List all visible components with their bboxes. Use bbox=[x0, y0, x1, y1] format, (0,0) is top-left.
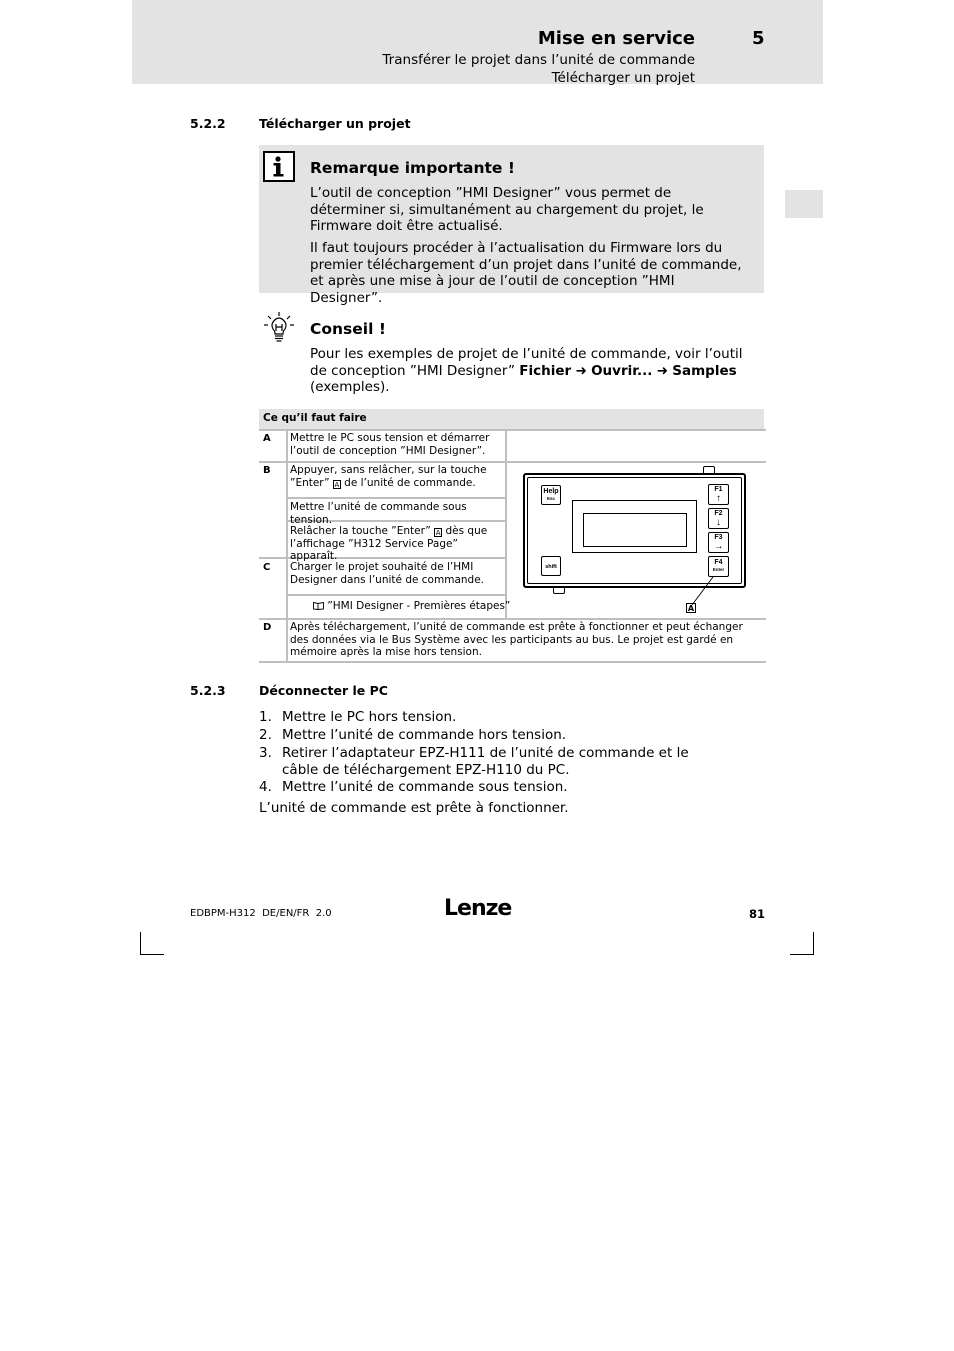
key-shift bbox=[541, 556, 561, 576]
key-label: shift bbox=[545, 564, 557, 570]
book-icon bbox=[313, 602, 324, 610]
section-number: 5.2.3 bbox=[190, 683, 226, 698]
arrow-right-icon: → bbox=[713, 541, 724, 552]
key-label: Help bbox=[543, 488, 559, 495]
step-text-part: de l’unité de commande. bbox=[340, 476, 476, 489]
list-number: 1. bbox=[259, 709, 272, 725]
tip-heading: Conseil ! bbox=[310, 320, 386, 338]
header-band bbox=[132, 0, 823, 84]
list-item: Retirer l’adaptateur EPZ-H111 de l’unité de commande et le câble de téléchargement EPZ-H110 du PC. bbox=[282, 745, 689, 778]
reference bbox=[313, 600, 510, 612]
chapter-tab bbox=[785, 190, 823, 218]
callout-marker-a: A bbox=[687, 604, 695, 613]
tip-paragraph bbox=[310, 346, 760, 396]
key-label: Esc bbox=[546, 496, 555, 501]
menu-path-samples: Samples bbox=[672, 362, 737, 379]
key-label: Enter bbox=[712, 567, 725, 572]
list-number: 3. bbox=[259, 745, 272, 761]
crop-mark bbox=[140, 932, 141, 955]
marker-a: A bbox=[334, 480, 340, 489]
step-text: Après téléchargement, l’unité de commande est prête à fonctionner et peut échanger des données via le Bus Système avec les participants au bus. Le projet est gardé en mémoire après la mise hors tension. bbox=[290, 621, 743, 658]
table-rule bbox=[259, 661, 766, 663]
section-title: Déconnecter le PC bbox=[259, 683, 388, 698]
step-text: Charger le projet souhaité de l’HMI Designer dans l’unité de commande. bbox=[290, 561, 484, 586]
table-rule bbox=[505, 429, 507, 619]
list-number: 2. bbox=[259, 727, 272, 743]
header-subtitle: Télécharger un projet bbox=[551, 70, 695, 86]
table-rule bbox=[286, 429, 288, 661]
info-icon bbox=[263, 151, 295, 182]
note-paragraph: L’outil de conception ”HMI Designer” vous permet de déterminer si, simultanément au chargement du projet, le Firmware doit être actualisé. bbox=[310, 185, 704, 234]
chapter-number: 5 bbox=[752, 28, 765, 49]
section-number: 5.2.2 bbox=[190, 116, 226, 131]
list-item: Mettre le PC hors tension. bbox=[282, 709, 457, 725]
list-item: Mettre l’unité de commande hors tension. bbox=[282, 727, 567, 743]
arrow-right-icon: ➜ bbox=[575, 362, 587, 379]
note-paragraph: Il faut toujours procéder à l’actualisation du Firmware lors du premier téléchargement d’un projet dans l’unité de commande, et après une mise à jour de l’outil de conception ”HMI Designer”. bbox=[310, 240, 742, 306]
step-text-part: dès que l’affichage ”H312 Service Page” apparaît. bbox=[290, 525, 488, 562]
marker-a: A bbox=[435, 529, 441, 537]
lightbulb-icon bbox=[262, 311, 296, 349]
reference-text: ”HMI Designer - Premières étapes” bbox=[327, 600, 511, 612]
crop-mark bbox=[790, 954, 814, 955]
menu-path-open: Ouvrir... bbox=[591, 362, 653, 379]
key-f4-enter bbox=[708, 556, 729, 577]
key-label: F1 bbox=[714, 486, 723, 493]
step-text bbox=[290, 464, 503, 489]
chapter-title: Mise en service bbox=[537, 28, 695, 49]
crop-mark bbox=[813, 932, 814, 955]
arrow-down-icon: ↓ bbox=[716, 517, 721, 528]
table-heading: Ce qu’il faut faire bbox=[263, 412, 367, 424]
crop-mark bbox=[140, 954, 164, 955]
table-rule bbox=[286, 497, 506, 499]
list-number: 4. bbox=[259, 779, 272, 795]
step-letter: B bbox=[263, 465, 271, 476]
tip-text: (exemples). bbox=[310, 379, 390, 395]
step-text: Mettre le PC sous tension et démarrer l’outil de conception ”HMI Designer”. bbox=[290, 432, 490, 457]
menu-path-file: Fichier bbox=[519, 362, 572, 379]
key-label: F3 bbox=[714, 534, 723, 541]
table-rule bbox=[286, 594, 506, 596]
key-f2 bbox=[708, 508, 729, 529]
step-letter: D bbox=[263, 622, 272, 633]
key-label: F2 bbox=[714, 510, 723, 517]
device-display-area bbox=[583, 513, 687, 547]
step-letter: A bbox=[263, 433, 271, 444]
page-number: 81 bbox=[749, 907, 766, 921]
header-subtitle: Transférer le projet dans l’unité de commande bbox=[382, 52, 695, 68]
tip-text: Pour les exemples de projet de l’unité de commande, voir l’outil de conception ”HMI Designer” bbox=[310, 346, 743, 379]
conclusion-text: L’unité de commande est prête à fonctionner. bbox=[259, 800, 569, 816]
section-title: Télécharger un projet bbox=[259, 116, 411, 131]
table-rule bbox=[259, 618, 766, 620]
step-letter: C bbox=[263, 562, 271, 573]
document-id: EDBPM-H312 DE/EN/FR 2.0 bbox=[190, 908, 332, 919]
arrow-up-icon: ↑ bbox=[716, 493, 721, 504]
step-text bbox=[290, 525, 503, 563]
table-rule bbox=[259, 429, 766, 431]
table-rule bbox=[259, 461, 766, 463]
device-tab bbox=[553, 587, 565, 594]
step-text-part: Relâcher la touche ”Enter” bbox=[290, 525, 435, 537]
key-help-esc bbox=[541, 485, 561, 505]
list-item: Mettre l’unité de commande sous tension. bbox=[282, 779, 568, 795]
key-f1 bbox=[708, 484, 729, 505]
step-text: Mettre l’unité de commande sous tension. bbox=[290, 501, 467, 526]
note-heading: Remarque importante ! bbox=[310, 159, 515, 177]
step-text-part: Appuyer, sans relâcher, sur la touche ”Enter” bbox=[290, 464, 487, 489]
arrow-right-icon: ➜ bbox=[656, 362, 668, 379]
key-f3 bbox=[708, 532, 729, 553]
key-label: F4 bbox=[714, 559, 723, 566]
lenze-logo: Lenze bbox=[444, 896, 512, 921]
